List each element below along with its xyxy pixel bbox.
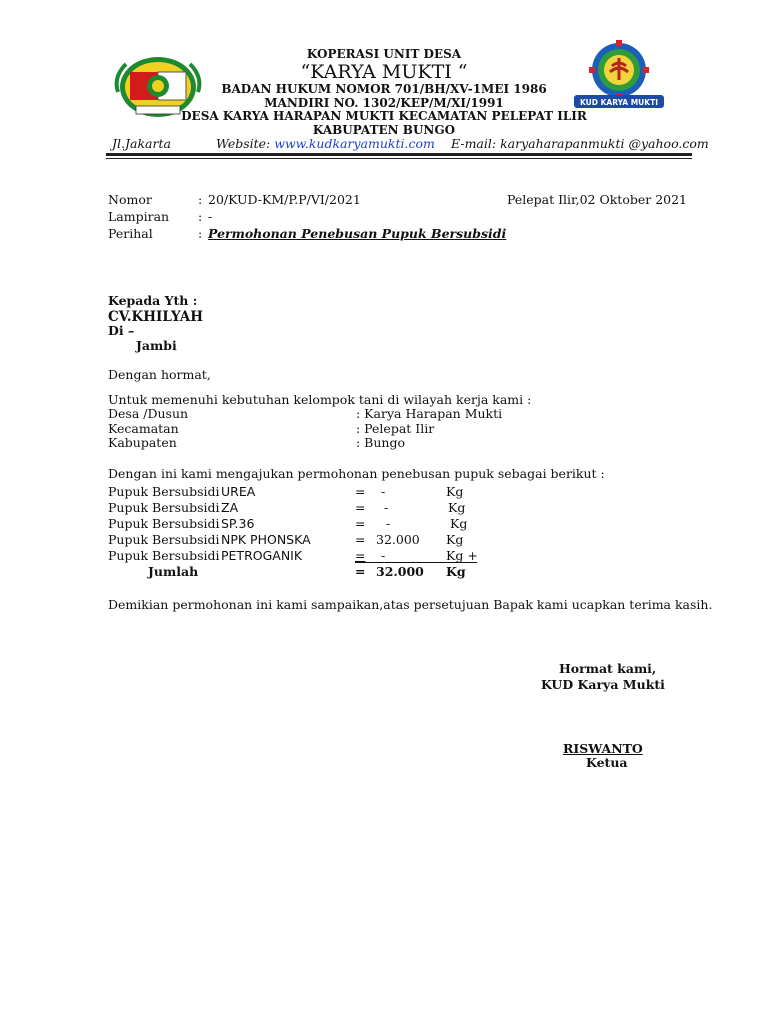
item-qty: -: [381, 484, 386, 499]
recipient-city: Jambi: [136, 338, 177, 353]
item-eq: =: [355, 516, 366, 531]
letter-date: Pelepat Ilir,02 Oktober 2021: [507, 192, 688, 207]
signatory-name: RISWANTO: [563, 741, 643, 756]
perihal-colon: :: [198, 226, 203, 241]
item-unit: Kg: [446, 484, 464, 499]
signatory-org: KUD Karya Mukti: [541, 677, 665, 692]
item-eq: =: [355, 532, 366, 547]
item-label: Pupuk Bersubsidi: [108, 516, 220, 531]
nomor-value: 20/KUD-KM/P.P/VI/2021: [208, 192, 361, 207]
item-unit: Kg: [446, 532, 464, 547]
nomor-label: Nomor: [108, 192, 152, 207]
website-link[interactable]: www.kudkaryamukti.com: [274, 136, 435, 151]
request-intro: Dengan ini kami mengajukan permohonan penebusan pupuk sebagai berikut :: [108, 466, 605, 481]
item-unit: Kg: [450, 516, 468, 531]
location-label: Desa /Dusun: [108, 406, 189, 421]
mandiri-number: MANDIRI NO. 1302/KEP/M/XI/1991: [264, 96, 504, 110]
item-type: SP.36: [221, 516, 255, 531]
total-eq: =: [355, 564, 366, 579]
sum-line: [355, 562, 477, 563]
item-unit: Kg +: [446, 548, 478, 563]
org-name: “KARYA MUKTI “: [300, 61, 468, 83]
item-eq: =: [355, 484, 366, 499]
org-type: KOPERASI UNIT DESA: [306, 47, 462, 61]
total-unit: Kg: [446, 564, 466, 579]
letterhead-divider-thin: [106, 158, 692, 159]
item-type: UREA: [221, 484, 256, 499]
intro-text: Untuk memenuhi kebutuhan kelompok tani di wilayah kerja kami :: [108, 392, 532, 407]
letterhead-divider: [106, 153, 692, 156]
item-label: Pupuk Bersubsidi: [108, 532, 220, 547]
salutation: Dengan hormat,: [108, 367, 211, 382]
location-value: : Karya Harapan Mukti: [356, 406, 503, 421]
recipient-di: Di –: [108, 323, 135, 338]
website-label: Website:: [216, 136, 271, 151]
logo-text: KUD KARYA MUKTI: [580, 98, 658, 107]
lampiran-label: Lampiran: [108, 209, 170, 224]
item-eq: =: [355, 500, 366, 515]
closing-text: Demikian permohonan ini kami sampaikan,atas persetujuan Bapak kami ucapkan terima kasih.: [108, 597, 713, 612]
location-value: : Pelepat Ilir: [356, 421, 435, 436]
item-type: PETROGANIK: [221, 548, 303, 563]
perihal-value: Permohonan Penebusan Pupuk Bersubsidi: [208, 226, 507, 241]
item-qty: -: [381, 548, 386, 563]
location-label: Kecamatan: [108, 421, 179, 436]
kud-karya-mukti-gear-logo: [568, 40, 670, 112]
location-label: Kabupaten: [108, 435, 177, 450]
signatory-title: Ketua: [586, 755, 628, 770]
lampiran-value: -: [208, 209, 213, 224]
total-qty: 32.000: [376, 564, 424, 579]
recipient-name: CV.KHILYAH: [108, 309, 203, 325]
total-label: Jumlah: [148, 564, 199, 579]
item-label: Pupuk Bersubsidi: [108, 548, 220, 563]
item-qty: -: [386, 516, 391, 531]
regency-line: KABUPATEN BUNGO: [312, 123, 456, 137]
item-last-row: [355, 548, 477, 563]
perihal-label: Perihal: [108, 226, 153, 241]
email-line: E-mail: karyaharapanmukti @yahoo.com: [451, 136, 709, 151]
website-line: [216, 136, 435, 151]
village-line: DESA KARYA HARAPAN MUKTI KECAMATAN PELEPAT ILIR: [181, 109, 587, 123]
regards: Hormat kami,: [559, 661, 657, 676]
nomor-colon: :: [198, 192, 203, 207]
lampiran-colon: :: [198, 209, 203, 224]
item-eq: =: [355, 548, 366, 563]
item-label: Pupuk Bersubsidi: [108, 484, 220, 499]
address: Jl.Jakarta: [112, 136, 171, 151]
item-unit: Kg: [448, 500, 466, 515]
location-value: : Bungo: [356, 435, 405, 450]
item-type: NPK PHONSKA: [221, 532, 311, 547]
item-label: Pupuk Bersubsidi: [108, 500, 220, 515]
item-qty: -: [384, 500, 389, 515]
item-qty: 32.000: [376, 532, 420, 547]
legal-number: BADAN HUKUM NOMOR 701/BH/XV-1MEI 1986: [221, 82, 547, 96]
recipient-greeting: Kepada Yth :: [108, 293, 198, 308]
item-type: ZA: [221, 500, 239, 515]
